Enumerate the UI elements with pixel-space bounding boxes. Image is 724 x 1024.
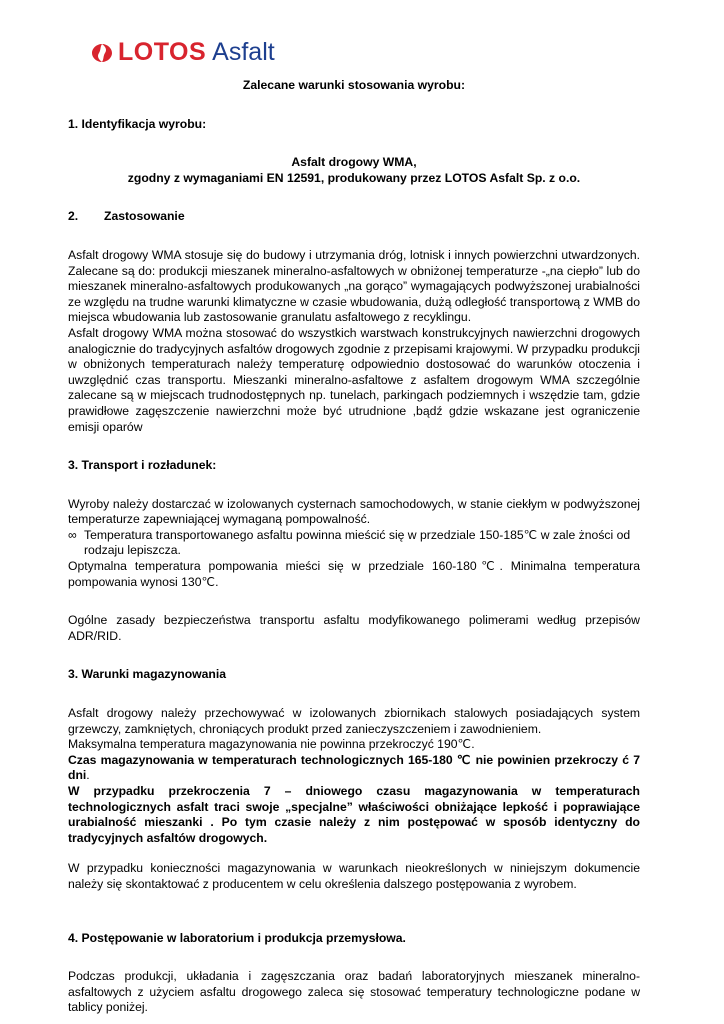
storage-paragraph-b: Maksymalna temperatura magazynowania nie powinna przekroczyć 190℃. (68, 737, 475, 752)
section-2-paragraph-2: Asfalt drogowy WMA można stosować do wszystkich warstwach konstrukcyjnych nawierzchni drogowych analogicznie do tradycyjnych asfaltów drogowych zgodnie z przepisami krajowymi. W przypadku produkcji w obniżonych temperaturach należy temperaturę odpowiednio dostosować do warunków otoczenia i uwzględnić czas transportu. Mieszanki mineralno-asfaltowe z asfaltem drogowym WMA szczególnie zalecane są w miejscach trudnodostępnych np. tunelach, parkingach podziemnych i wszędzie tam, gdzie prawidłowe zagęszczenie nawierzchni może być utrudnione ,bądź gdzie wskazane jest ograniczenie emisji oparów (68, 325, 640, 434)
section-3-paragraph-2: Optymalna temperatura pompowania mieści się w przedziale 160-180℃. Minimalna temperatura pompowania wynosi 130℃. (68, 559, 640, 589)
lotos-flower-icon (90, 42, 114, 64)
bullet-text: Temperatura transportowanego asfaltu powinna mieścić się w przedziale 150-185℃ w zale żności od rodzaju lepiszcza. (84, 527, 631, 558)
section-5-paragraph-1: Podczas produkcji, układania i zagęszczania oraz badań laboratoryjnych mieszanek mineralno-asfaltowych z użyciem asfaltu drogowego zaleca się stosować temperatury technologiczne podane w tablicy poniżej. (68, 969, 640, 1015)
logo-product: Asfalt (212, 38, 275, 66)
section-3-paragraph-1: Wyroby należy dostarczać w izolowanych cysternach samochodowych, w stanie ciekłym w podwyższonej temperaturze zapewniającej wymaganą pompowalność. (68, 496, 640, 527)
section-2-number: 2. (68, 209, 79, 224)
section-5-heading: 4. Postępowanie w laboratorium i produkcja przemysłowa. (68, 930, 406, 945)
section-2-heading (68, 209, 640, 225)
product-standard: zgodny z wymaganiami EN 12591, produkowany przez LOTOS Asfalt Sp. z o.o. (127, 170, 581, 185)
storage-contact-paragraph: W przypadku konieczności magazynowania w warunkach nieokreślonych w niniejszym dokumencie należy się skontaktować z producentem w celu określenia dalszego postępowania z wyrobem. (68, 861, 640, 891)
product-name: Asfalt drogowy WMA, (291, 155, 417, 170)
section-2-title: Zastosowanie (104, 209, 185, 224)
storage-time-bold: Czas magazynowania w temperaturach technologicznych 165-180 ℃ nie powinien przekroczy ć 7 dni (68, 752, 640, 783)
lotos-asfalt-logo (90, 38, 275, 67)
logo-brand: LOTOS (118, 38, 207, 66)
section-3-paragraph-3: Ogólne zasady bezpieczeństwa transportu asfaltu modyfikowanego polimerami według przepisów ADR/RID. (68, 613, 640, 643)
storage-warning: W przypadku przekroczenia 7 – dniowego czasu magazynowania w temperaturach technologicznych asfalt traci swoje „specjalne” właściwości obniżające lepkość i poprawiające urabialność mieszanki . Po tym czasie należy z nim postępować w sposób identyczny do tradycyjnych asfaltów drogowych. (68, 784, 640, 845)
section-3-heading: 3. Transport i rozładunek: (68, 458, 217, 473)
document-body (68, 78, 640, 1016)
bullet-icon: ∞ (68, 527, 77, 542)
storage-time-end: . (86, 768, 90, 783)
document-title: Zalecane warunki stosowania wyrobu: (242, 78, 466, 92)
section-4-heading: 3. Warunki magazynowania (68, 667, 227, 682)
storage-time-notice (68, 753, 640, 784)
storage-paragraph-a: Asfalt drogowy należy przechowywać w izolowanych zbiornikach stalowych posiadających system grzewczy, zamkniętych, chroniących produkt przed zanieczyszczeniem i zawodnieniem. (68, 706, 640, 736)
section-2-paragraph-1: Asfalt drogowy WMA stosuje się do budowy i utrzymania dróg, lotnisk i innych powierzchni utwardzonych. Zalecane są do: produkcji mieszanek mineralno-asfaltowych w obniżonej temperaturze -„na ciepło” lub do mieszanek mineralno-asfaltowych produkowanych „na gorąco” wymagających podwyższonej urabialności ze względu na trudne warunki klimatyczne w czasie wbudowania, dużą odległość transportową z WMB do miejsca wbudowania lub zastosowanie granulatu asfaltowego z recyklingu. (68, 247, 640, 325)
section-3-bullet (68, 528, 640, 559)
section-1-heading: 1. Identyfikacja wyrobu: (68, 116, 207, 131)
